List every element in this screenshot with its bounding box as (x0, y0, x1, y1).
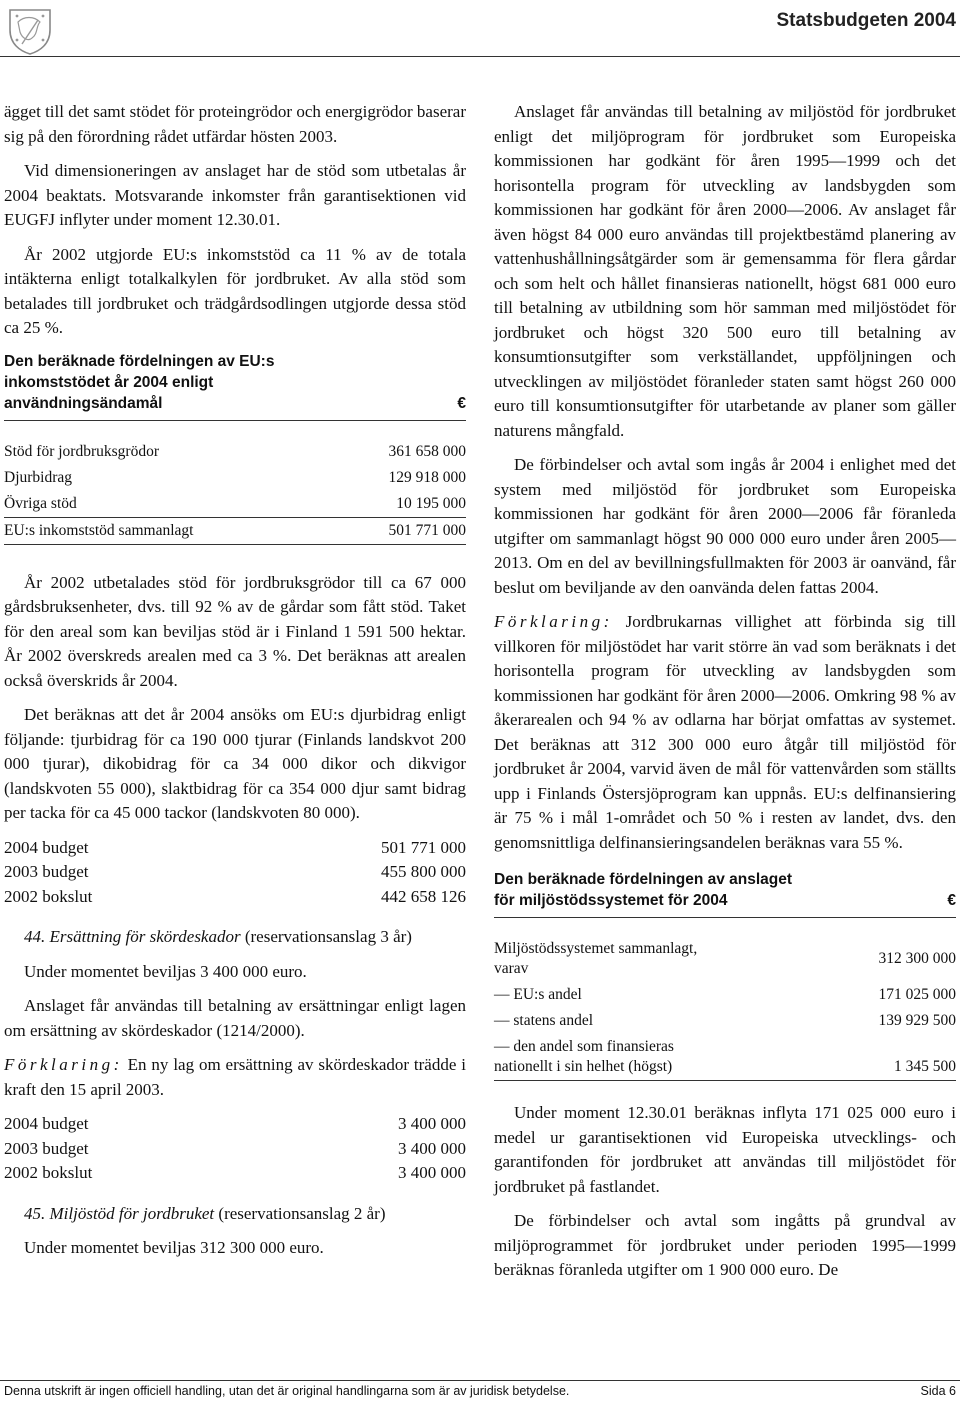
budget-label: 2004 budget (4, 1114, 89, 1133)
table-divider (4, 420, 466, 421)
total-label: EU:s inkomststöd sammanlagt (4, 517, 332, 544)
moment-44-grant: Under momentet beviljas 3 400 000 euro. (24, 961, 307, 981)
footer-note: Denna utskrift är ingen officiell handling, utan det är original handlingarna som är av juridisk betydelse. (4, 1384, 570, 1398)
left-paragraph-4: År 2002 utbetalades stöd för jordbruksgrödor till ca 67 000 gårdsbruksenheter, dvs. till 92 % av de gårdar som fått stöd. Taket för den areal som kan beviljas stöd är i Finland 1 591 500 hektar. År 2002 överskreds arealen med ca 3 %. Det beräknas att arealen också överskrids år 2004. (4, 572, 466, 690)
moment-44-title: Ersättning för skördeskador (49, 927, 241, 946)
right-paragraph-2: De förbindelser och avtal som ingås år 2004 i enlighet med det system med miljöstöd för jordbruket som Europeiska kommissionen har godkänt för åren 2000—2006 får föranleda utgifter om sammanlagt högst 90 000 000 euro under åren 2005—2013. Om en del av bevillningsfullmakten för 2003 är oanvänd, får beslut om beviljande av den oanvända delen fattas 2004. (494, 455, 956, 597)
left-paragraph-1: ägget till det samt stödet för proteingrödor och energigrödor baserar sig på den förordning rådet utfärdar hösten 2003. (4, 102, 466, 146)
table-row (494, 1034, 956, 1081)
moment-45-grant: Under momentet beviljas 312 300 000 euro. (24, 1238, 324, 1257)
coat-of-arms-logo (4, 4, 56, 56)
income-support-table-title: Den beräknade fördelningen av EU:s inkomststödet år 2004 enligt användningsändamål (4, 352, 275, 412)
row-label: Övriga stöd (4, 494, 77, 512)
left-paragraph-3: År 2002 utgjorde EU:s inkomststöd ca 11 % av de totala intäkterna enligt totalkalkylen för jordbruket. Av alla stöd som betalades till jordbruket och trädgårdsodlingen utgjorde dessa stöd ca 25 %. (4, 244, 466, 337)
row-value: 10 195 000 (396, 494, 466, 512)
explanation-label: Förklaring: (4, 1055, 123, 1074)
total-value: 501 771 000 (332, 517, 466, 544)
table-row (494, 1008, 956, 1034)
budget-row (4, 885, 466, 910)
right-paragraph-4: Under moment 12.30.01 beräknas inflyta 171 025 000 euro i medel ur garantisektionen vid Europeiska utvecklings- och garantifonden för jordbruket att användas till miljöstödet för jordbruket på fastlandet. (494, 1103, 956, 1196)
row-label: — den andel som finansieras nationellt i sin helhet (högst) (494, 1038, 674, 1075)
env-support-table-heading (494, 869, 956, 911)
document-title: Statsbudgeten 2004 (776, 10, 956, 31)
currency-unit: € (947, 892, 956, 909)
env-support-table-title: Den beräknade fördelningen av anslaget för miljöstödssystemet för 2004 (494, 871, 793, 909)
budget-label: 2002 bokslut (4, 1163, 93, 1182)
right-column (494, 100, 956, 1293)
row-value: 312 300 000 (878, 950, 956, 967)
budget-label: 2004 budget (4, 837, 89, 857)
right-paragraph-5: De förbindelser och avtal som ingåtts på grundval av miljöprogrammet för jordbruket under perioden 1995—1999 beräknas föranleda utgifter om 1 900 000 euro. De (494, 1211, 956, 1279)
budget-label: 2003 budget (4, 862, 89, 881)
left-column (4, 100, 466, 1271)
right-paragraph-1: Anslaget får användas till betalning av miljöstöd för jordbruket enligt det miljöprogram för jordbruket som Europeiska kommissionen har godkänt för åren 1995—1999 och det horisontella program för utveckling av landsbygden som kommissionen har godkänt för åren 2000—2006. Av anslaget får även högst 84 000 euro användas till projektbestämd planering av vattenhushållningsåtgärder som är gemensamma för flera gårdar och som helt och hållet finansieras nationellt, högst 681 000 euro till betalning av utbildning som hör samman med miljöstödet för jordbruket och högst 320 500 euro till betalning av konsumtionsutgifter som verkställandet, uppföljningen och utvecklingen av miljöstödet föranleder staten samt högst 260 000 euro till konsumtionsutgifter för utarbetande av planer som gäller naturens mångfald. (494, 102, 956, 440)
table-row (494, 936, 956, 982)
moment-45-suffix: (reservationsanslag 2 år) (218, 1203, 386, 1223)
footer (4, 1384, 956, 1398)
row-label: Stöd för jordbruksgrödor (4, 442, 159, 460)
budget-label: 2003 budget (4, 1138, 89, 1158)
table-row (4, 491, 466, 518)
table-divider (494, 917, 956, 918)
budget-table-1 (4, 836, 466, 910)
row-label: — statens andel (494, 1012, 594, 1029)
moment-45-number: 45. (24, 1203, 46, 1223)
left-paragraph-2: Vid dimensioneringen av anslaget har de stöd som utbetalas år 2004 beaktats. Motsvarande inkomster från garantisektionen vid EUGFJ inflyter under moment 12.30.01. (4, 161, 466, 229)
budget-table-2 (4, 1112, 466, 1186)
row-label: — EU:s andel (494, 986, 582, 1003)
explanation-text: Jordbrukarnas villighet att förbinda sig till villkoren för miljöstödet har varit större än vad som beräknats i det horisontella program för utveckling av landsbygden som kommissionen har godkänt för åren 2000—2006. Omkring 98 % av åkerarealen och 94 % av odlarna har börjat omfattas av systemet. Det beräknas att 312 300 000 euro åtgår till miljöstöd för jordbruket år 2004, varvid även de mål för vattenvården som ställts upp i Finlands Östersjöprogram kan uppnås. EU:s delfinansiering är 75 % i mål 1-området och 50 % i resten av landet, dvs. den genomsnittliga delfinansieringsandelen beräknas vara 55 %. (494, 612, 957, 852)
row-value: 171 025 000 (878, 986, 956, 1003)
footer-divider (0, 1380, 960, 1381)
header-divider (0, 56, 960, 57)
explanation-label: Förklaring: (494, 612, 613, 631)
budget-value: 3 400 000 (398, 1163, 466, 1182)
budget-value: 442 658 126 (381, 886, 466, 906)
budget-value: 501 771 000 (381, 837, 466, 857)
table-total-row (4, 517, 466, 544)
budget-row (4, 860, 466, 885)
row-label: Miljöstödssystemet sammanlagt, varav (494, 940, 698, 977)
budget-row (4, 1161, 466, 1186)
table-row (494, 982, 956, 1008)
row-value: 139 929 500 (878, 1012, 956, 1029)
right-explanation (494, 610, 956, 855)
row-label: Djurbidrag (4, 468, 73, 486)
page-number: Sida 6 (920, 1384, 956, 1398)
explanation-text: En ny lag om ersättning av skördeskador trädde i kraft den 15 april 2003. (4, 1055, 467, 1099)
left-paragraph-5: Det beräknas att det år 2004 ansöks om EU:s djurbidrag enligt följande: tjurbidrag för ca 190 000 tjurar (Finlands landskvot 200 000 tjurar), dikobidrag för ca 34 000 dikor och dikvigor (landskvoten 55 000), slaktbidrag för ca 354 000 djur samt bidrag per tacka för ca 45 000 tackor (landskvoten 80 000). (4, 705, 466, 822)
budget-label: 2002 bokslut (4, 886, 93, 906)
income-support-table (4, 439, 466, 545)
row-value: 361 658 000 (388, 442, 466, 460)
budget-value: 3 400 000 (398, 1138, 466, 1158)
env-support-table (494, 936, 956, 1081)
moment-45-heading (4, 1202, 466, 1227)
moment-44-suffix: (reservationsanslag 3 år) (244, 927, 412, 946)
budget-row (4, 836, 466, 861)
currency-unit: € (457, 394, 466, 412)
moment-44-usage: Anslaget får användas till betalning av ersättningar enligt lagen om ersättning av skördeskador (1214/2000). (4, 996, 466, 1040)
income-support-table-heading (4, 351, 466, 414)
row-value: 129 918 000 (388, 468, 466, 486)
budget-value: 3 400 000 (398, 1114, 466, 1133)
budget-row (4, 1112, 466, 1137)
budget-value: 455 800 000 (381, 862, 466, 881)
moment-44-explanation (4, 1053, 466, 1102)
moment-44-heading (4, 925, 466, 950)
moment-45-title: Miljöstöd för jordbruket (49, 1203, 215, 1223)
table-row (4, 439, 466, 465)
budget-row (4, 1137, 466, 1162)
moment-44-number: 44. (24, 927, 46, 946)
row-value: 1 345 500 (894, 1058, 956, 1075)
table-row (4, 465, 466, 491)
